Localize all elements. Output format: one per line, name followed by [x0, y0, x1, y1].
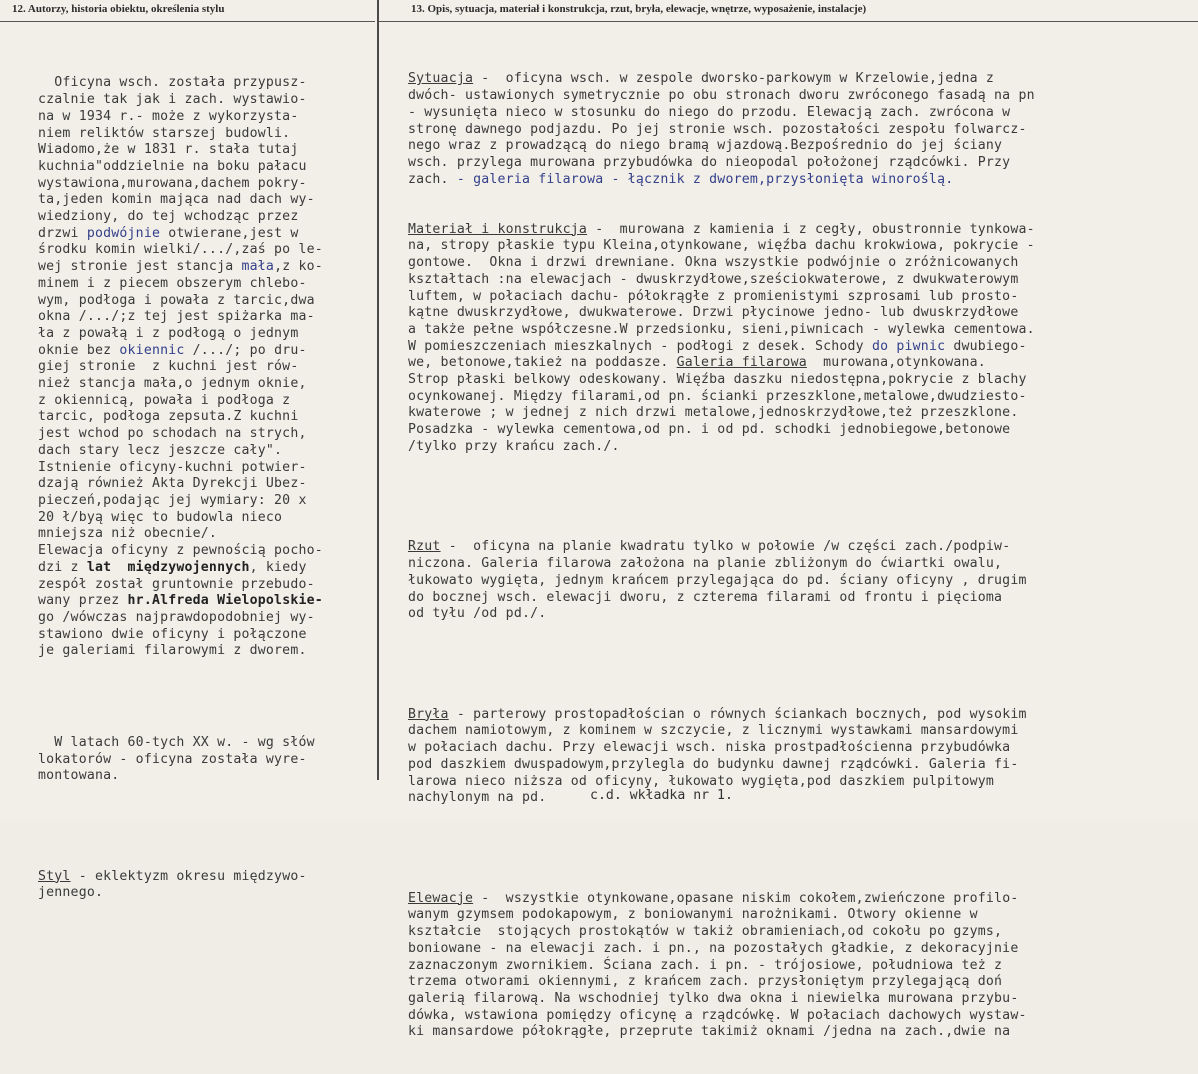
text-line: wiedziony, do tej wchodząc przez — [38, 209, 299, 225]
text-line: ki mansardowe półokrągłe, przeprute takimiż oknami /jedna na zach.,dwie na — [408, 1024, 1011, 1040]
text-line: na, stropy płaskie typu Kleina,otynkowane, więźba dachu krokwiowa, pokrycie - — [408, 238, 1035, 254]
text-line: ocynkowanej. Między filarami,od pn. ścianki przeszklone,metalowe,dwudziesto- — [408, 388, 1027, 404]
text-line: do bocznej wsch. elewacji dworu, z czterema filarami od frontu i pięcioma — [408, 589, 1003, 605]
text-line: Materiał i konstrukcja - murowana z kamienia i z cegły, obustronnie tynkowa- — [408, 221, 1035, 237]
text-line: na w 1934 r.- może z wykorzysta- — [38, 108, 299, 124]
text-line: okna /.../;z tej jest spiżarka ma- — [38, 309, 315, 325]
text-line: pod daszkiem dwuspadowym,przylegla do budynku dawnej rządcówki. Galeria fi- — [408, 756, 1019, 772]
column-divider — [377, 0, 379, 780]
right-column-text — [408, 38, 1198, 1074]
text-line: tarcic, podłoga zepsuta.Z kuchni — [38, 409, 299, 425]
text-line: Oficyna wsch. została przypusz- — [38, 75, 307, 91]
section-sytuacja — [408, 71, 1198, 188]
text-line: Sytuacja - oficyna wsch. w zespole dworsko-parkowym w Krzelowie,jedna z — [408, 71, 995, 87]
section-bryla — [408, 707, 1198, 807]
text-line: kuchnia"oddzielnie na boku pałacu — [38, 158, 307, 174]
text-line: nego wraz z prowadzącą do niego bramą wjazdową.Bezpośrednio do jej ściany — [408, 138, 1003, 154]
text-line: boniowane - na elewacji zach. i pn., na pozostałych gładkie, z dekoracyjnie — [408, 940, 1019, 956]
text-line: a także pełne współczesne.W przedsionku, sieni,piwnicach - wylewka cementowa. — [408, 321, 1035, 337]
text-line: dzają również Akta Dyrekcji Ubez- — [38, 476, 307, 492]
text-line: W latach 60-tych XX w. - wg słów — [38, 734, 315, 750]
text-line: niczona. Galeria filarowa założona na planie zbliżonym do ćwiartki owalu, — [408, 556, 1003, 572]
text-line: Wiadomo,że w 1831 r. stała tutaj — [38, 142, 299, 158]
text-line: czalnie tak jak i zach. wystawio- — [38, 92, 307, 108]
text-line: giej stronie z kuchni jest rów- — [38, 359, 299, 375]
text-line: jennego. — [38, 885, 104, 901]
text-line: dzi z lat międzywojennych, kiedy — [38, 559, 307, 575]
text-line: Rzut - oficyna na planie kwadratu tylko w połowie /w części zach./podpiw- — [408, 539, 1011, 555]
section-header-12: 12. Autorzy, historia obiektu, określenia stylu — [0, 0, 375, 22]
text-line: dachem namiotowym, z kominem w szczycie, z licznymi wystawkami mansardowymi — [408, 723, 1019, 739]
text-line: łukowato wygięta, jednym krańcem przylegająca do pd. ściany oficyny , drugim — [408, 572, 1027, 588]
text-line: z okiennicą, powała i podłoga z — [38, 392, 291, 408]
text-line: od tyłu /od pd./. — [408, 606, 547, 622]
text-line: dówka, wstawiona pomiędzy oficynę a rządcówkę. W połaciach dachowych wystaw- — [408, 1007, 1027, 1023]
text-line: ła z powałą i z podłogą o jednym — [38, 325, 299, 341]
text-line: wej stronie jest stancja mała,z ko- — [38, 259, 323, 275]
text-line: stronę dawnego podjazdu. Po jej stronie wsch. pozostałości zespołu folwarcz- — [408, 121, 1027, 137]
text-line: nachylonym na pd. — [408, 790, 547, 806]
text-line: zaznaczonym zwornikiem. Ściana zach. i pn. - trójosiowe, południowa też z — [408, 957, 1003, 973]
section-header-13: 13. Opis, sytuacja, materiał i konstrukcja, rzut, bryła, elewacje, wnętrze, wyposażenie, instalacje) — [379, 0, 1198, 22]
text-line: lokatorów - oficyna została wyre- — [38, 751, 307, 767]
text-line: trzema otworami okiennymi, z krańcem zach. przysłoniętym przylegającą doń — [408, 974, 1003, 990]
text-line: dwóch- ustawionych symetrycznie po obu stronach dworu zwróconego fasadą na pn — [408, 88, 1035, 104]
section-material — [408, 222, 1198, 456]
left-column-text — [38, 42, 374, 936]
text-line: jest wchod po schodach na strych, — [38, 426, 307, 442]
text-line: pieczeń,podając jej wymiary: 20 x — [38, 492, 307, 508]
text-line: larowa nieco niższa od oficyny, łukowato wygięta,pod daszkiem pulpitowym — [408, 773, 995, 789]
text-line: wany przez hr.Alfreda Wielopolskie- — [38, 593, 323, 609]
text-line: wsch. przylega murowana przybudówka do nieopodal położonej rządcówki. Przy — [408, 154, 1011, 170]
text-line: drzwi podwójnie otwierane,jest w — [38, 225, 299, 241]
text-line: wanym gzymsem podokapowym, z boniowanymi narożnikami. Otwory okienne w — [408, 907, 978, 923]
text-line: Posadzka - wylewka cementowa,od pn. i od pd. schodki jednobiegowe,betonowe — [408, 422, 1011, 438]
text-line: - wysunięta nieco w stosunku do niego do przodu. Elewacją zach. zwrócona w — [408, 104, 1011, 120]
text-line: nież stancja mała,o jednym oknie, — [38, 376, 307, 392]
text-line: kątne dwuskrzydłowe, dwukwaterowe. Drzwi płycinowe jedno- lub dwuskrzydłowe — [408, 305, 1019, 321]
text-line: /tylko przy krańcu zach./. — [408, 438, 620, 454]
text-line: gontowe. Okna i drzwi drewniane. Okna wszystkie podwójnie o zróżnicowanych — [408, 255, 1019, 271]
text-line: galerią filarową. Na wschodniej tylko dwa okna i niewielka murowana przybu- — [408, 990, 1019, 1006]
history-paragraph — [38, 75, 374, 660]
text-line: Styl - eklektyzm okresu międzywo- — [38, 868, 307, 884]
text-line: niem reliktów starszej budowli. — [38, 125, 291, 141]
history-paragraph-2 — [38, 735, 374, 785]
text-line: kwaterowe ; w jednej z nich drzwi metalowe,jednoskrzydłowe,też przeszklone. — [408, 405, 1019, 421]
section-elewacje — [408, 891, 1198, 1041]
text-line: w połaciach dachu. Przy elewacji wsch. niska prostpadłościenna przybudówka — [408, 740, 1011, 756]
style-paragraph — [38, 869, 374, 902]
text-line: kształcie stojących prostokątów w takiż obramieniach,od cokołu po gzyms, — [408, 924, 1003, 940]
text-line: kształtach :na elewacjach - dwuskrzydłowe,sześciokwaterowe, z dwukwaterowym — [408, 271, 1019, 287]
text-line: Bryła - parterowy prostopadłościan o równych ściankach bocznych, pod wysokim — [408, 706, 1027, 722]
text-line: 20 ł/byą więc to budowla nieco — [38, 509, 283, 525]
text-line: go /wówczas najprawdopodobniej wy- — [38, 609, 315, 625]
section-rzut — [408, 539, 1198, 623]
text-line: luftem, w połaciach dachu- półokrągłe z promienistymi szprosami lub prosto- — [408, 288, 1019, 304]
text-line: Strop płaski belkowy odeskowany. Więźba daszku niedostępna,pokrycie z blachy — [408, 372, 1027, 388]
text-line: minem i z piecem obszerym chlebo- — [38, 275, 307, 291]
text-line: dach stary lecz jeszcze cały". — [38, 442, 283, 458]
text-line: zach. - galeria filarowa - łącznik z dworem,przysłonięta winoroślą. — [408, 171, 954, 187]
text-line: środku komin wielki/.../,zaś po le- — [38, 242, 323, 258]
text-line: je galeriami filarowymi z dworem. — [38, 643, 307, 659]
text-line: zespół został gruntownie przebudo- — [38, 576, 315, 592]
text-line: Elewacje - wszystkie otynkowane,opasane niskim cokołem,zwieńczone profilo- — [408, 890, 1019, 906]
text-line: oknie bez okiennic /.../; po dru- — [38, 342, 307, 358]
continuation-note: c.d. wkładka nr 1. — [590, 788, 733, 803]
text-line: Elewacja oficyny z pewnością pocho- — [38, 543, 323, 559]
text-line: stawiono dwie oficyny i połączone — [38, 626, 307, 642]
text-line: ta,jeden komin mająca nad dach wy- — [38, 192, 315, 208]
text-line: W pomieszczeniach mieszkalnych - podłogi z desek. Schody do piwnic dwubiego- — [408, 338, 1027, 354]
text-line: mniejsza niż obecnie/. — [38, 526, 218, 542]
text-line: wystawiona,murowana,dachem pokry- — [38, 175, 307, 191]
text-line: we, betonowe,takież na poddasze. Galeria filarowa murowana,otynkowana. — [408, 355, 986, 371]
text-line: wym, podłoga i powała z tarcic,dwa — [38, 292, 315, 308]
text-line: Istnienie oficyny-kuchni potwier- — [38, 459, 307, 475]
text-line: montowana. — [38, 768, 120, 784]
